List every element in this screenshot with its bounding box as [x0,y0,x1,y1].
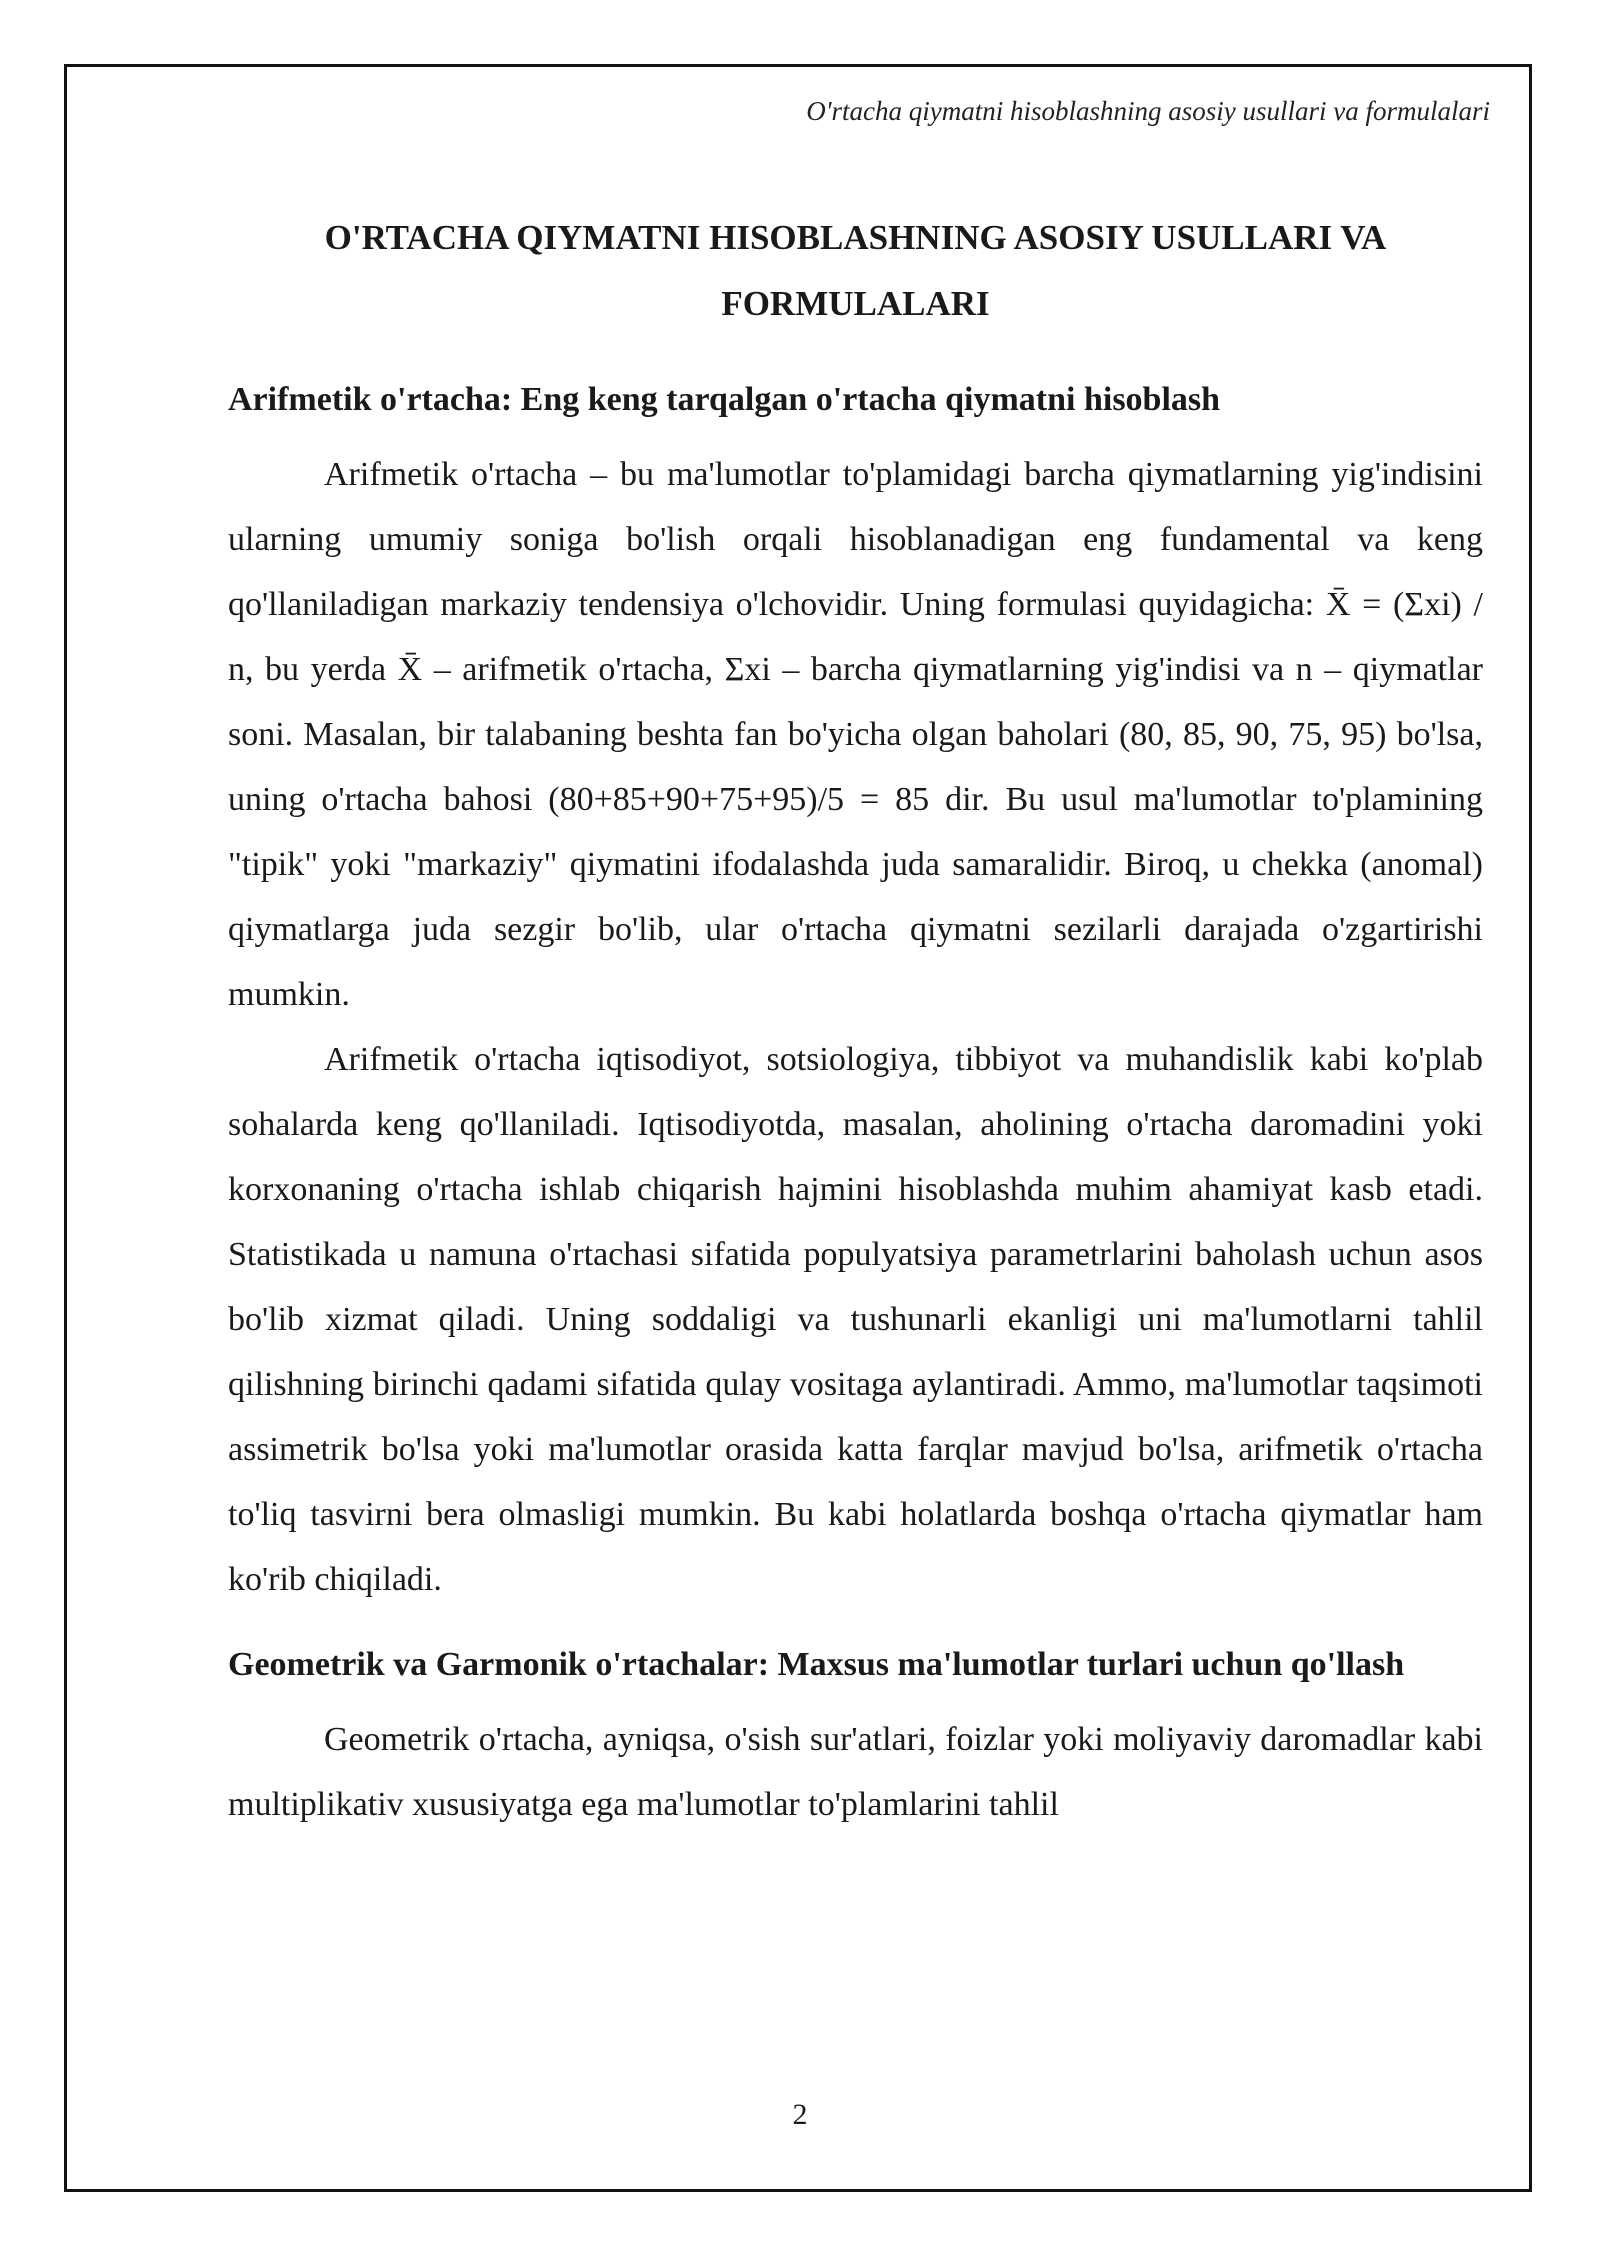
document-body [228,205,1483,1837]
paragraph: Geometrik o'rtacha, ayniqsa, o'sish sur'atlari, foizlar yoki moliyaviy daromadlar kabi multiplikativ xususiyatga ega ma'lumotlar to'plamlarini tahlil [228,1721,1483,1823]
paragraph: Arifmetik o'rtacha iqtisodiyot, sotsiologiya, tibbiyot va muhandislik kabi ko'plab sohalarda keng qo'llaniladi. Iqtisodiyotda, masalan, aholining o'rtacha daromadini yoki korxonaning o'rtacha ishlab chiqarish hajmini hisoblashda muhim ahamiyat kasb etadi. Statistikada u namuna o'rtachasi sifatida populyatsiya parametrlarini baholash uchun asos bo'lib xizmat qiladi. Uning soddaligi va tushunarli ekanligi uni ma'lumotlarni tahlil qilishning birinchi qadami sifatida qulay vositaga aylantiradi. Ammo, ma'lumotlar taqsimoti assimetrik bo'lsa yoki ma'lumotlar orasida katta farqlar mavjud bo'lsa, arifmetik o'rtacha to'liq tasvirni bera olmasligi mumkin. Bu kabi holatlarda boshqa o'rtacha qiymatlar ham ko'rib chiqiladi. [228,1041,1483,1598]
section-heading-geometric-harmonic-mean: Geometrik va Garmonik o'rtachalar: Maxsus ma'lumotlar turlari uchun qo'llash [228,1646,1405,1683]
section-heading-arithmetic-mean: Arifmetik o'rtacha: Eng keng tarqalgan o'rtacha qiymatni hisoblash [228,381,1221,418]
page-number: 2 [792,2098,808,2131]
paragraph: Arifmetik o'rtacha – bu ma'lumotlar to'plamidagi barcha qiymatlarning yig'indisini ularning umumiy soniga bo'lish orqali hisoblanadigan eng fundamental va keng qo'llaniladigan markaziy tendensiya o'lchovidir. Uning formulasi quyidagicha: X̄ = (Σxi) / n, bu yerda X̄ – arifmetik o'rtacha, Σxi – barcha qiymatlarning yig'indisi va n – qiymatlar soni. Masalan, bir talabaning beshta fan bo'yicha olgan baholari (80, 85, 90, 75, 95) bo'lsa, uning o'rtacha bahosi (80+85+90+75+95)/5 = 85 dir. Bu usul ma'lumotlar to'plamining "tipik" yoki "markaziy" qiymatini ifodalashda juda samaralidir. Biroq, u chekka (anomal) qiymatlarga juda sezgir bo'lib, ular o'rtacha qiymatni sezilarli darajada o'zgartirishi mumkin. [228,456,1483,1013]
running-header: O'rtacha qiymatni hisoblashning asosiy usullari va formulalari [806,96,1490,126]
document-title: O'RTACHA QIYMATNI HISOBLASHNING ASOSIY USULLARI VA FORMULALARI [324,218,1387,323]
